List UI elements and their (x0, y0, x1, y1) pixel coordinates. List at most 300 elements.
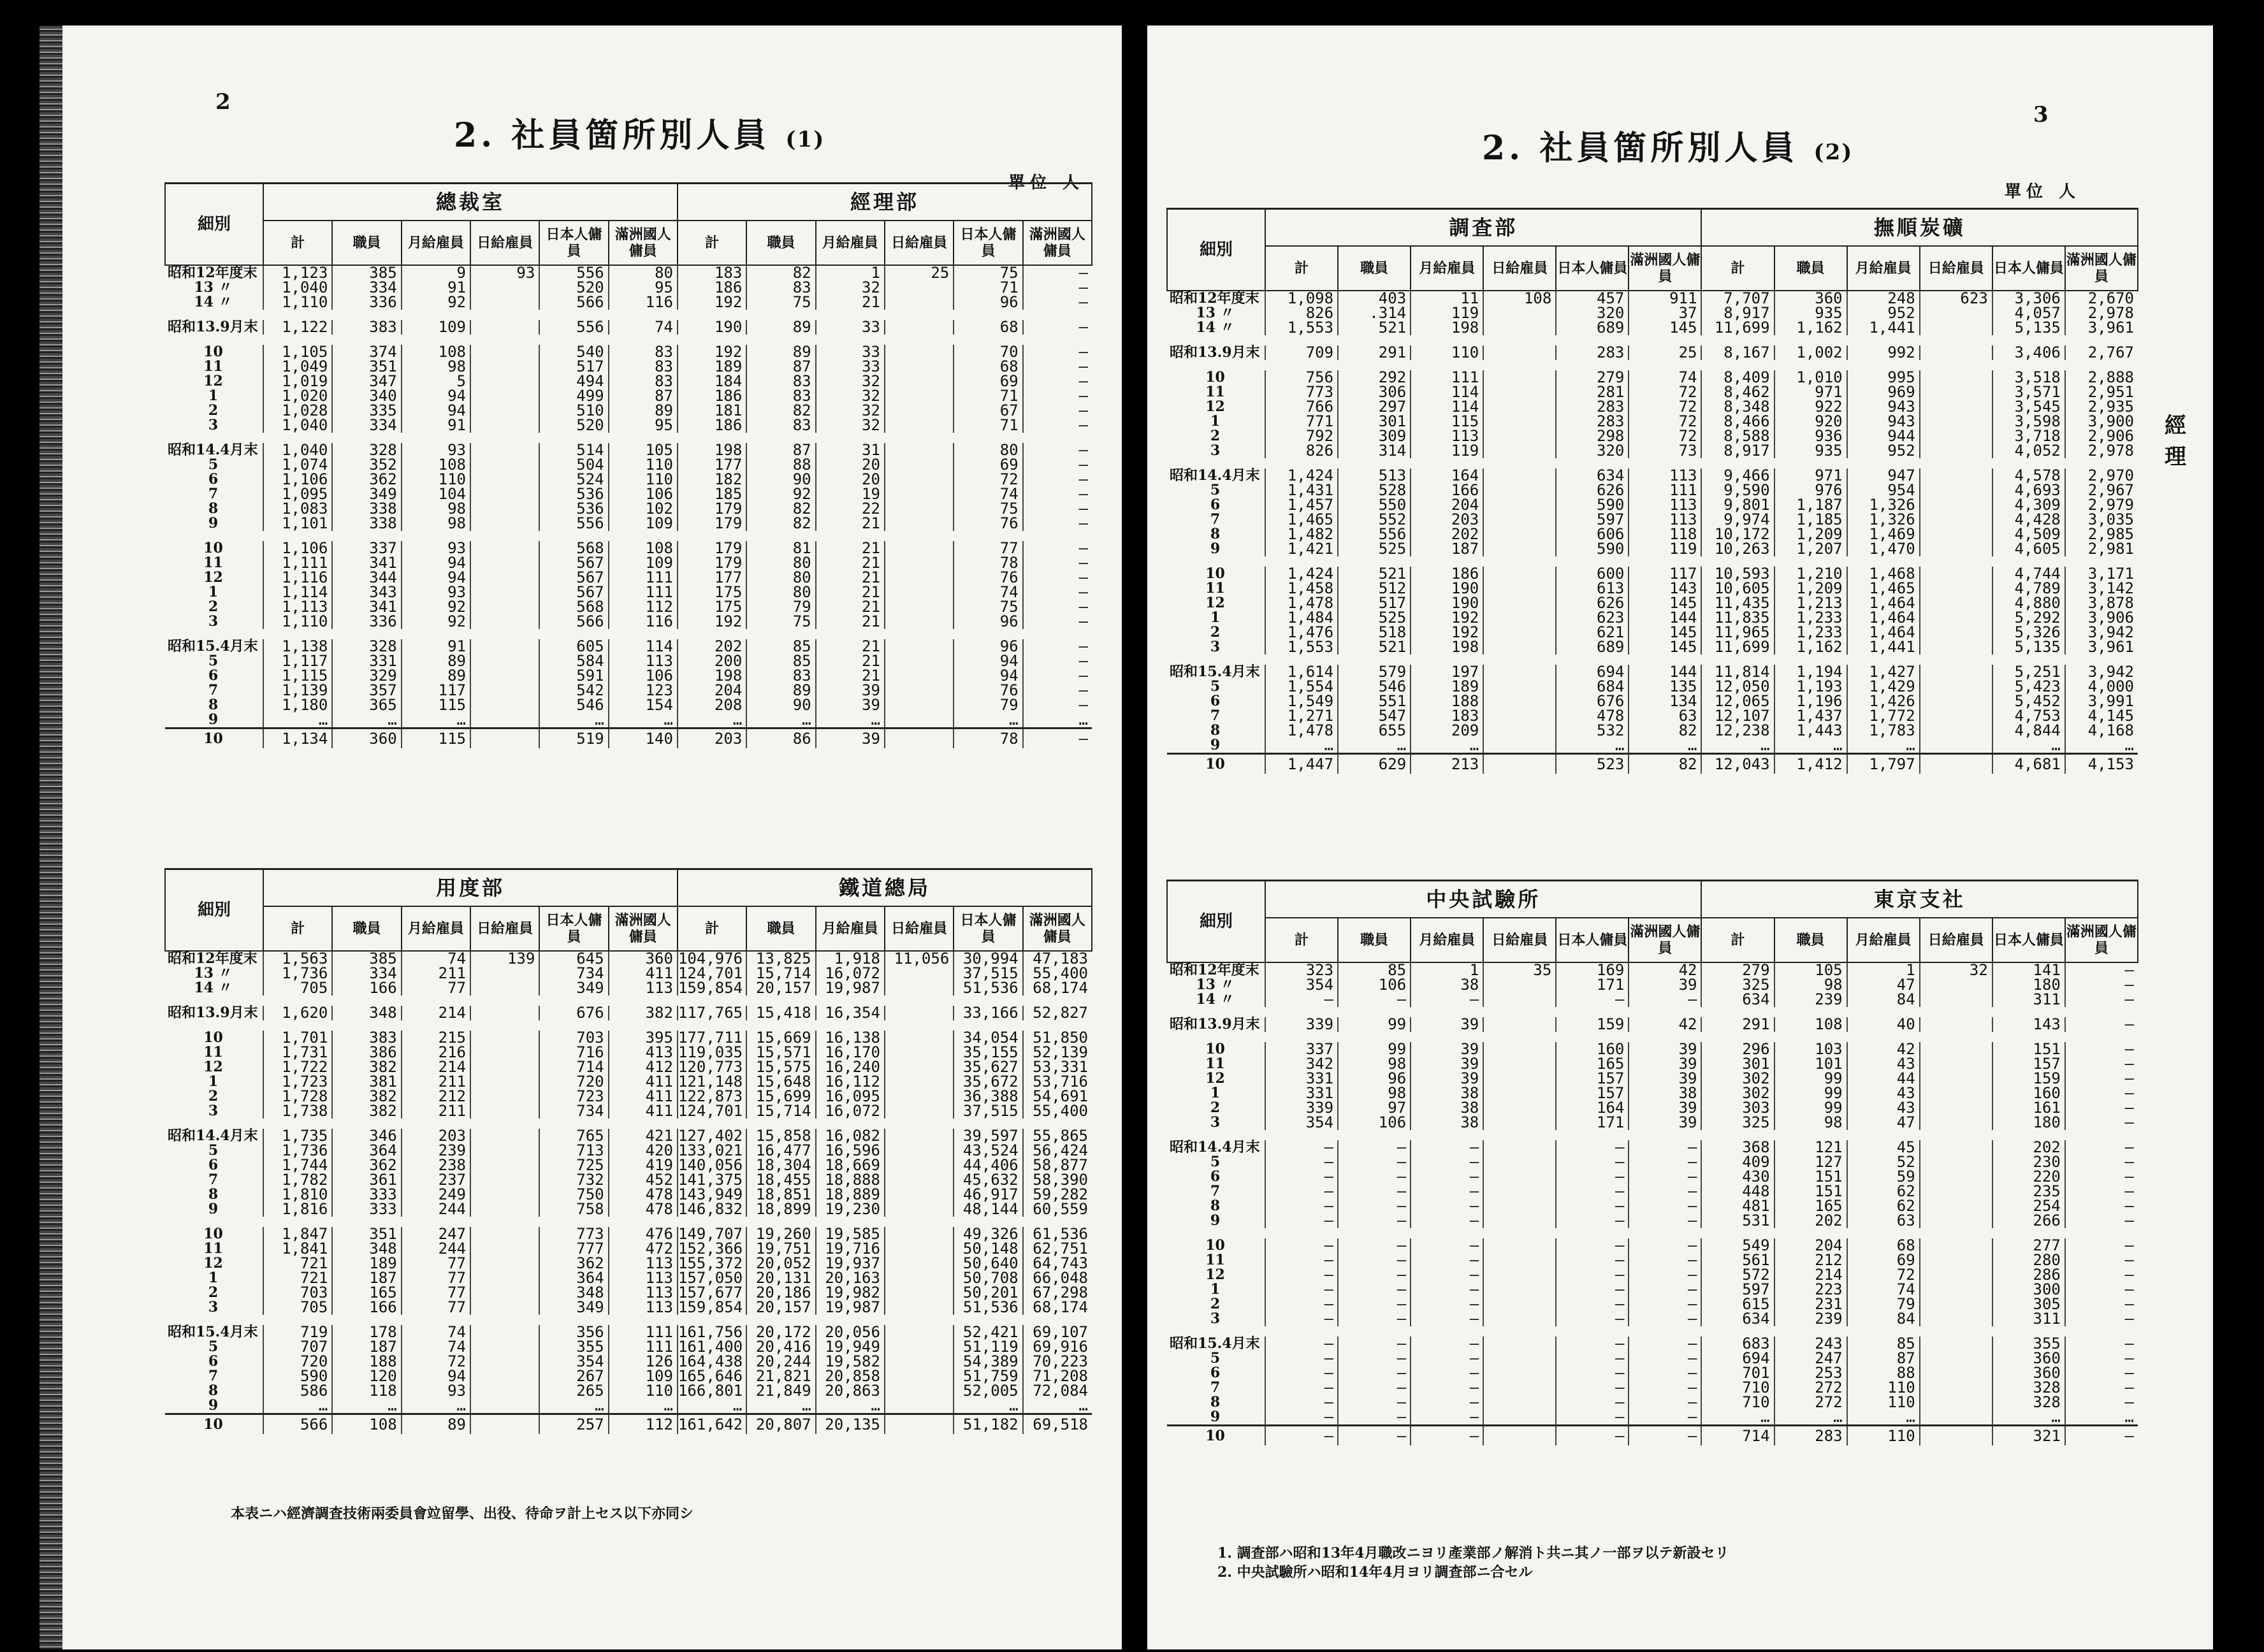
table-cell (885, 1271, 954, 1286)
table-cell: 354 (1265, 1115, 1338, 1130)
table-cell: 94 (402, 389, 470, 403)
row-spacer (1167, 1130, 2138, 1140)
table-cell: 272 (1774, 1380, 1847, 1395)
table-cell: — (2065, 1214, 2138, 1228)
table-cell (885, 541, 954, 556)
table-cell: 334 (332, 966, 401, 981)
row-label: 3 (1210, 442, 1221, 459)
table-cell (470, 280, 539, 295)
page-title (454, 108, 825, 156)
table-cell (1920, 1086, 1992, 1101)
table-cell (885, 458, 954, 472)
table-cell: 204 (678, 683, 746, 698)
table-cell: 311 (1992, 992, 2065, 1007)
table-cell: 124,701 (678, 1104, 746, 1119)
table-cell (470, 713, 539, 728)
column-header: 日給雇員 (885, 906, 954, 951)
table-cell: 69,916 (1023, 1340, 1092, 1354)
table-cell: 67,298 (1023, 1286, 1092, 1300)
table-cell: 63 (1629, 709, 1701, 723)
table-cell: 348 (332, 1006, 401, 1020)
table-cell: 1,002 (1774, 345, 1847, 360)
table-cell (470, 1286, 539, 1300)
table-cell: 15,648 (746, 1075, 815, 1089)
table-cell: 126 (609, 1354, 678, 1369)
table-cell: 1,736 (263, 966, 332, 981)
table-cell (885, 320, 954, 335)
table-cell: 351 (332, 359, 401, 374)
table-cell: — (1265, 1199, 1338, 1214)
table-cell: … (263, 713, 332, 728)
table-cell: 68,174 (1023, 981, 1092, 996)
table-row (165, 713, 1092, 728)
table-cell: 1,105 (263, 345, 332, 359)
table-cell: — (1023, 502, 1092, 516)
table-cell: 409 (1701, 1155, 1774, 1170)
table-cell: 344 (332, 570, 401, 585)
table-cell: 166 (332, 981, 401, 996)
table-cell: 37,515 (954, 1104, 1022, 1119)
table-cell: 1,458 (1265, 581, 1338, 596)
table-cell: 4,052 (1992, 444, 2065, 458)
table-cell: 2,967 (2065, 483, 2138, 498)
table-cell: — (1629, 1351, 1701, 1366)
table-cell (1483, 1057, 1556, 1071)
table-cell: — (1265, 1253, 1338, 1268)
table-cell: 4,578 (1992, 468, 2065, 483)
row-label: 11 (203, 554, 223, 571)
table-cell: — (1023, 639, 1092, 654)
table-cell (885, 1158, 954, 1173)
table-cell: — (1023, 265, 1092, 280)
column-header: 職員 (1338, 246, 1411, 291)
table-cell: 111 (609, 1325, 678, 1340)
table-cell (1920, 385, 1992, 400)
table-cell (1483, 1101, 1556, 1115)
table-cell: — (1556, 1395, 1629, 1410)
table-cell: 3,518 (1992, 370, 2065, 385)
table-cell: 151 (1992, 1042, 2065, 1057)
column-header: 日給雇員 (470, 221, 539, 265)
row-label: 9 (1210, 737, 1221, 753)
table-cell: 21 (816, 585, 885, 600)
table-cell (470, 374, 539, 389)
column-header: 滿洲國人傭員 (1023, 906, 1092, 951)
table-cell: — (2065, 1155, 2138, 1170)
table-cell: 16,112 (816, 1075, 885, 1089)
table-cell: — (1556, 1268, 1629, 1282)
table-cell: 161,642 (678, 1414, 746, 1435)
table-cell: 72 (954, 472, 1022, 487)
table-cell (1483, 1071, 1556, 1086)
table-cell: 69 (1847, 1253, 1920, 1268)
row-label: 6 (208, 471, 219, 488)
table-cell: 89 (402, 669, 470, 683)
table-cell: 39 (1411, 1071, 1483, 1086)
table-cell: 1,116 (263, 570, 332, 585)
table-cell (885, 728, 954, 749)
column-header: 日本人傭員 (1556, 918, 1629, 962)
table-cell: 992 (1847, 345, 1920, 360)
table-cell: 1 (816, 265, 885, 280)
table-cell: — (1556, 1253, 1629, 1268)
table-cell: 1,464 (1847, 596, 1920, 611)
table-cell: 20,135 (816, 1414, 885, 1435)
table-cell: 613 (1556, 581, 1629, 596)
table-cell: 135 (1629, 679, 1701, 694)
table-cell (1483, 754, 1556, 774)
table-cell: 92 (402, 600, 470, 614)
table-cell: 8,917 (1701, 306, 1774, 321)
table-cell (470, 1104, 539, 1119)
table-cell: 279 (1701, 962, 1774, 978)
table-cell: 329 (332, 669, 401, 683)
table-cell: 8,409 (1701, 370, 1774, 385)
table-cell: 1,424 (1265, 468, 1338, 483)
row-label: 11 (1205, 384, 1225, 400)
table-cell: — (1556, 1155, 1629, 1170)
table-cell: — (1629, 1312, 1701, 1326)
table-row (1167, 992, 2138, 1007)
table-cell: 141,375 (678, 1173, 746, 1187)
table-cell (470, 320, 539, 335)
table-cell: 89 (746, 683, 815, 698)
row-label: 11 (203, 358, 223, 375)
table-cell: 382 (332, 1089, 401, 1104)
table-cell: 190 (1411, 581, 1483, 596)
table-cell (1920, 527, 1992, 542)
table-cell: 1,431 (1265, 483, 1338, 498)
table-cell: — (2065, 978, 2138, 992)
table-cell: 89 (746, 345, 815, 359)
page-binding-edge (40, 25, 62, 1649)
table-cell: 9,801 (1701, 498, 1774, 512)
table-cell: 8,462 (1701, 385, 1774, 400)
row-label: 1 (208, 1270, 219, 1286)
table-cell: 513 (1338, 468, 1411, 483)
row-label: 昭和15.4月末 (1170, 663, 1260, 680)
table-cell: 80 (954, 443, 1022, 458)
table-cell: 80 (746, 585, 815, 600)
table-cell: 175 (678, 600, 746, 614)
table-cell (470, 1325, 539, 1340)
table-cell: 339 (1265, 1101, 1338, 1115)
table-cell: 368 (1701, 1140, 1774, 1155)
table-cell: 42 (1847, 1042, 1920, 1057)
row-label: 13 〃 (194, 965, 233, 982)
table-cell (1920, 1115, 1992, 1130)
table-cell: 103 (1774, 1042, 1847, 1057)
table-cell: 1,083 (263, 502, 332, 516)
table-cell: 995 (1847, 370, 1920, 385)
table-cell: 20,186 (746, 1286, 815, 1300)
table-cell: 1,723 (263, 1075, 332, 1089)
row-label: 10 (203, 344, 223, 360)
table-cell: 39 (816, 683, 885, 698)
table-cell: 705 (263, 1300, 332, 1315)
table-cell: 707 (263, 1340, 332, 1354)
table-cell: 21 (816, 295, 885, 310)
table-cell: 44,406 (954, 1158, 1022, 1173)
table-cell: 520 (539, 280, 608, 295)
table-cell: 164 (1556, 1101, 1629, 1115)
table-cell: 2,978 (2065, 444, 2138, 458)
table-cell: 520 (539, 418, 608, 433)
table-cell: 104,976 (678, 951, 746, 966)
row-label: 6 (208, 1157, 219, 1173)
table-cell: 4,753 (1992, 709, 2065, 723)
table-cell (470, 1369, 539, 1384)
table-cell (1483, 1238, 1556, 1253)
table-cell (1920, 345, 1992, 360)
row-label: 14 〃 (194, 294, 233, 310)
table-row (1167, 1410, 2138, 1426)
table-cell: 110 (1411, 345, 1483, 360)
table-cell: 11 (1411, 291, 1483, 306)
table-cell: 53,716 (1023, 1075, 1092, 1089)
table-cell: 189 (678, 359, 746, 374)
table-cell: 115 (402, 698, 470, 713)
table-cell (885, 556, 954, 570)
table-cell (1483, 1426, 1556, 1446)
table-cell: 110 (1847, 1395, 1920, 1410)
table-cell (1920, 694, 1992, 709)
table-cell: 189 (1411, 679, 1483, 694)
table-cell: 5,452 (1992, 694, 2065, 709)
table-cell: 11,835 (1701, 611, 1774, 625)
table-cell: 36,388 (954, 1089, 1022, 1104)
table-cell: — (1265, 1238, 1338, 1253)
table-cell: 20,244 (746, 1354, 815, 1369)
table-cell: … (1774, 738, 1847, 754)
table-cell: … (746, 1398, 815, 1414)
table-cell: 362 (332, 472, 401, 487)
table-cell (885, 1354, 954, 1369)
group-header: 鐵道總局 (678, 869, 1092, 907)
column-header: 職員 (1338, 918, 1411, 962)
table-cell: 108 (609, 541, 678, 556)
table-cell: … (816, 1398, 885, 1414)
table-cell (1483, 1199, 1556, 1214)
table-cell: 152,366 (678, 1242, 746, 1256)
table-cell: 46,917 (954, 1187, 1022, 1202)
table-cell (885, 1325, 954, 1340)
table-cell: 114 (1411, 400, 1483, 414)
table-cell: 48,144 (954, 1202, 1022, 1217)
table-cell: 50,148 (954, 1242, 1022, 1256)
table-cell: 1,441 (1847, 321, 1920, 335)
table-cell: 91 (402, 280, 470, 295)
table-cell: — (1411, 1351, 1483, 1366)
table-cell: — (2065, 1017, 2138, 1032)
table-cell: 83 (746, 374, 815, 389)
table-cell: 87 (609, 389, 678, 403)
table-cell (885, 345, 954, 359)
group-header: 調査部 (1265, 209, 1701, 247)
table-cell: 10,172 (1701, 527, 1774, 542)
column-header: 日給雇員 (1483, 918, 1556, 962)
table-cell: 309 (1338, 429, 1411, 444)
table-cell: 56,424 (1023, 1143, 1092, 1158)
table-cell: 1,549 (1265, 694, 1338, 709)
row-label: 6 (1210, 1168, 1221, 1185)
table-cell: 1,233 (1774, 611, 1847, 625)
table-cell: 79 (1847, 1297, 1920, 1312)
table-cell: 351 (332, 1227, 401, 1242)
table-cell: 76 (954, 516, 1022, 531)
stat-table-central-lab-tokyo (1166, 880, 2138, 1446)
table-cell: 69,518 (1023, 1414, 1092, 1435)
table-cell: 2,981 (2065, 542, 2138, 556)
table-cell: 606 (1556, 527, 1629, 542)
table-cell (1920, 306, 1992, 321)
column-header: 職員 (1774, 918, 1847, 962)
table-cell: 83 (746, 669, 815, 683)
column-header: 滿洲國人傭員 (609, 221, 678, 265)
table-cell: 47 (1847, 1115, 1920, 1130)
table-cell: 182 (678, 472, 746, 487)
table-cell: 21 (816, 541, 885, 556)
table-cell: 97 (1338, 1101, 1411, 1115)
table-cell: — (2065, 1351, 2138, 1366)
table-cell: 935 (1774, 306, 1847, 321)
table-cell: — (1023, 585, 1092, 600)
table-cell: 179 (678, 502, 746, 516)
table-cell (1920, 581, 1992, 596)
table-cell (1483, 542, 1556, 556)
table-cell: 532 (1556, 723, 1629, 738)
table-cell: 1,816 (263, 1202, 332, 1217)
table-cell (1920, 1199, 1992, 1214)
table-cell: — (1265, 1380, 1338, 1395)
table-cell: 208 (678, 698, 746, 713)
table-cell: 383 (332, 1031, 401, 1045)
table-cell: — (2065, 1042, 2138, 1057)
row-label: 3 (1210, 639, 1221, 655)
row-label: 10 (1205, 369, 1225, 386)
table-cell: 413 (609, 1045, 678, 1060)
table-cell (470, 472, 539, 487)
table-cell: 676 (539, 1006, 608, 1020)
table-cell: 385 (332, 951, 401, 966)
table-cell: 165 (1556, 1057, 1629, 1071)
table-cell: 52,139 (1023, 1045, 1092, 1060)
table-cell: 323 (1265, 962, 1338, 978)
table-cell: 99 (1774, 1086, 1847, 1101)
table-cell: — (1023, 570, 1092, 585)
table-cell: 3,961 (2065, 321, 2138, 335)
table-cell: 421 (609, 1129, 678, 1143)
table-cell: 12,065 (1701, 694, 1774, 709)
table-cell: 519 (539, 728, 608, 749)
table-cell: 549 (1701, 1238, 1774, 1253)
table-cell: 214 (402, 1006, 470, 1020)
table-cell: 96 (954, 614, 1022, 629)
table-cell: 395 (609, 1031, 678, 1045)
table-cell: 179 (678, 516, 746, 531)
row-label: 昭和12年度末 (1170, 290, 1259, 307)
table-cell: 714 (1701, 1426, 1774, 1446)
table-cell: 25 (1629, 345, 1701, 360)
table-cell: 15,418 (746, 1006, 815, 1020)
table-row (165, 1006, 1092, 1020)
table-cell: 35,627 (954, 1060, 1022, 1075)
table-cell (1483, 640, 1556, 655)
table-cell (1920, 1238, 1992, 1253)
table-cell: — (2065, 1268, 2138, 1282)
table-cell (470, 1129, 539, 1143)
table-cell: 292 (1338, 370, 1411, 385)
stat-table-general-office-accounting (164, 182, 1092, 748)
table-cell: 5,326 (1992, 625, 2065, 640)
table-cell (1920, 483, 1992, 498)
row-label: 昭和14.4月末 (1170, 1139, 1260, 1156)
table-cell: — (1338, 1410, 1411, 1426)
table-cell: 4,744 (1992, 567, 2065, 581)
table-cell: 177 (678, 458, 746, 472)
column-header: 滿洲國人傭員 (1629, 918, 1701, 962)
table-cell (1920, 1253, 1992, 1268)
table-cell (885, 614, 954, 629)
table-cell: — (1629, 1337, 1701, 1351)
table-cell: 96 (954, 639, 1022, 654)
table-cell: — (1556, 1214, 1629, 1228)
table-cell (1483, 321, 1556, 335)
table-cell: 159,854 (678, 1300, 746, 1315)
table-cell: 320 (1556, 444, 1629, 458)
table-cell: 74 (1847, 1282, 1920, 1297)
table-cell: 59,282 (1023, 1187, 1092, 1202)
table-cell: 1,180 (263, 698, 332, 713)
table-cell: — (1629, 1140, 1701, 1155)
table-cell: 626 (1556, 483, 1629, 498)
table-cell: 165,646 (678, 1369, 746, 1384)
table-cell (1483, 978, 1556, 992)
table-cell: 127 (1774, 1155, 1847, 1170)
table-cell (1920, 665, 1992, 679)
table-cell: 12,107 (1701, 709, 1774, 723)
table-cell: 179 (678, 556, 746, 570)
table-cell: — (1556, 992, 1629, 1007)
table-cell: … (746, 713, 815, 728)
table-cell: 110 (609, 458, 678, 472)
table-cell (885, 516, 954, 531)
table-cell: 561 (1701, 1253, 1774, 1268)
row-head-label: 細別 (1167, 209, 1265, 291)
table-cell: 1,271 (1265, 709, 1338, 723)
table-cell (470, 585, 539, 600)
table-cell (885, 698, 954, 713)
table-cell: 143,949 (678, 1187, 746, 1202)
table-cell: 343 (332, 585, 401, 600)
table-cell: 1,209 (1774, 527, 1847, 542)
row-label: 2 (1210, 1296, 1221, 1312)
table-cell (470, 443, 539, 458)
table-cell: 383 (332, 320, 401, 335)
table-cell: 94 (402, 570, 470, 585)
table-cell: 155,372 (678, 1256, 746, 1271)
table-cell: 542 (539, 683, 608, 698)
table-cell: 159 (1556, 1017, 1629, 1032)
table-cell (1920, 611, 1992, 625)
table-cell: 52 (1847, 1155, 1920, 1170)
table-cell: 123 (609, 683, 678, 698)
table-cell: 15,714 (746, 966, 815, 981)
table-cell: 19,582 (816, 1354, 885, 1369)
stat-table-research-fushun (1166, 208, 2138, 774)
table-cell (885, 418, 954, 433)
table-cell: 2,670 (2065, 291, 2138, 306)
